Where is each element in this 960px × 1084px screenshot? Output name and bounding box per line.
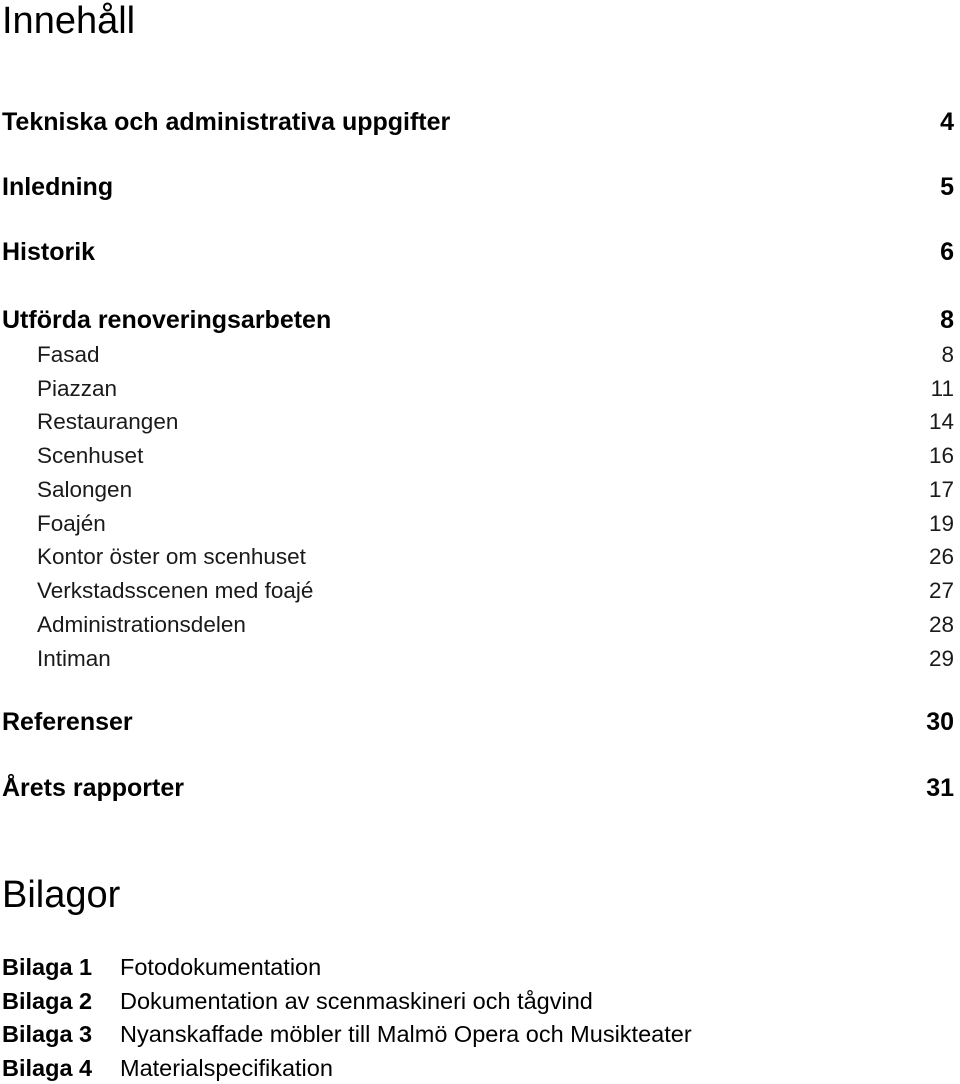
toc-entry — [0, 773, 958, 803]
toc-subentry — [0, 644, 958, 674]
toc-entry-label: Foajén — [37, 511, 106, 536]
toc-entry — [0, 237, 958, 267]
toc-entry-label: Tekniska och administrativa uppgifter — [2, 108, 451, 136]
appendix-title: Dokumentation av scenmaskineri och tågvind — [120, 988, 593, 1014]
toc-entry — [0, 305, 958, 335]
appendix-entry — [0, 1053, 958, 1083]
toc-entry-label: Verkstadsscenen med foajé — [37, 578, 314, 603]
toc-entry-page-number: 19 — [928, 511, 954, 536]
toc-entry-label: Salongen — [37, 477, 133, 502]
toc-entry-label: Fasad — [37, 342, 100, 367]
toc-entry-page-number: 28 — [928, 612, 954, 637]
toc-entry-page-number: 29 — [928, 646, 954, 671]
toc-subentry — [0, 610, 958, 640]
toc-entry-label: Kontor öster om scenhuset — [37, 544, 306, 569]
toc-entry-page-number: 11 — [930, 376, 954, 401]
toc-entry-page-number: 6 — [940, 238, 954, 266]
toc-entry — [0, 707, 958, 737]
toc-entry-label: Administrationsdelen — [37, 612, 246, 637]
toc-subentry — [0, 542, 958, 572]
toc-entry-page-number: 30 — [926, 708, 954, 736]
appendices-heading: Bilagor — [2, 874, 121, 916]
appendix-entry — [0, 1019, 958, 1049]
toc-subentry — [0, 475, 958, 505]
toc-entry — [0, 107, 958, 137]
toc-entry-page-number: 5 — [940, 173, 954, 201]
toc-entry-label: Inledning — [2, 173, 114, 201]
appendix-number: Bilaga 2 — [2, 988, 93, 1014]
toc-subentry — [0, 407, 958, 437]
toc-entry — [0, 172, 958, 202]
appendix-number: Bilaga 1 — [2, 954, 93, 980]
toc-entry-label: Utförda renoveringsarbeten — [2, 306, 332, 334]
contents-heading: Innehåll — [2, 0, 136, 42]
appendix-entry — [0, 952, 958, 982]
toc-entry-page-number: 17 — [928, 477, 954, 502]
toc-entry-page-number: 27 — [928, 578, 954, 603]
appendix-entry — [0, 986, 958, 1016]
toc-entry-label: Scenhuset — [37, 443, 144, 468]
toc-subentry — [0, 509, 958, 539]
toc-subentry — [0, 340, 958, 370]
toc-entry-label: Historik — [2, 238, 96, 266]
toc-entry-label: Årets rapporter — [2, 774, 184, 802]
appendix-title: Fotodokumentation — [120, 954, 322, 980]
toc-entry-page-number: 31 — [926, 774, 954, 802]
appendix-title: Materialspecifikation — [120, 1055, 333, 1081]
toc-subentry — [0, 441, 958, 471]
toc-entry-page-number: 14 — [928, 409, 954, 434]
toc-subentry — [0, 374, 958, 404]
toc-entry-page-number: 8 — [940, 306, 954, 334]
appendix-title: Nyanskaffade möbler till Malmö Opera och Musikteater — [120, 1021, 692, 1047]
toc-entry-label: Referenser — [2, 708, 133, 736]
appendix-number: Bilaga 3 — [2, 1021, 93, 1047]
toc-entry-page-number: 8 — [941, 342, 954, 367]
toc-entry-label: Piazzan — [37, 376, 118, 401]
toc-entry-label: Intiman — [37, 646, 111, 671]
toc-entry-page-number: 4 — [940, 108, 954, 136]
appendix-number: Bilaga 4 — [2, 1055, 93, 1081]
toc-entry-page-number: 26 — [928, 544, 954, 569]
toc-entry-page-number: 16 — [928, 443, 954, 468]
toc-entry-label: Restaurangen — [37, 409, 179, 434]
toc-subentry — [0, 576, 958, 606]
